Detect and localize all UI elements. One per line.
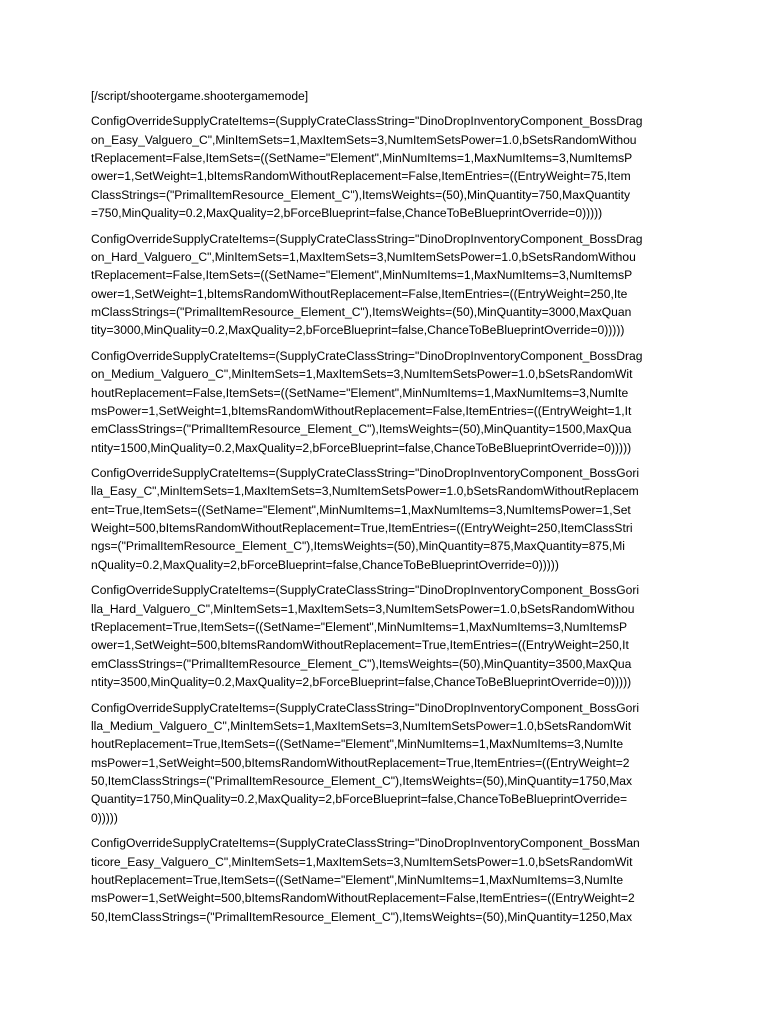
text-line: ower=1,SetWeight=1,bItemsRandomWithoutReplacement=False,ItemEntries=((EntryWeight=75,Item [91, 169, 631, 184]
config-paragraph [91, 834, 681, 926]
config-paragraph [91, 112, 681, 222]
text-line: ConfigOverrideSupplyCrateItems=(SupplyCrateClassString="DinoDropInventoryComponent_BossGori [91, 700, 640, 715]
config-paragraph [91, 464, 681, 574]
text-line: tReplacement=True,ItemSets=((SetName="Element",MinNumItems=1,MaxNumItems=3,NumItemsP [91, 620, 628, 635]
text-line: houtReplacement=True,ItemSets=((SetName="Element",MinNumItems=1,MaxNumItems=3,NumIte [91, 872, 624, 887]
text-line: ntity=3500,MinQuality=0.2,MaxQuality=2,bForceBlueprint=false,ChanceToBeBlueprintOverride=0))))) [91, 675, 632, 690]
text-line: ClassStrings=("PrimalItemResource_Element_C"),ItemsWeights=(50),MinQuantity=750,MaxQuantity [91, 187, 631, 202]
config-paragraph [91, 230, 681, 340]
text-line: houtReplacement=False,ItemSets=((SetName="Element",MinNumItems=1,MaxNumItems=3,NumIte [91, 385, 629, 400]
text-line: nQuality=0.2,MaxQuality=2,bForceBlueprint=false,ChanceToBeBlueprintOverride=0))))) [91, 557, 559, 572]
text-line: ConfigOverrideSupplyCrateItems=(SupplyCrateClassString="DinoDropInventoryComponent_BossGori [91, 466, 640, 481]
paragraph-list [91, 112, 681, 926]
text-line: ntity=1500,MinQuality=0.2,MaxQuality=2,bForceBlueprint=false,ChanceToBeBlueprintOverride=0))))) [91, 440, 632, 455]
text-line: houtReplacement=True,ItemSets=((SetName="Element",MinNumItems=1,MaxNumItems=3,NumIte [91, 737, 624, 752]
text-line: 0))))) [91, 810, 118, 825]
text-line: emClassStrings=("PrimalItemResource_Element_C"),ItemsWeights=(50),MinQuantity=3500,MaxQua [91, 656, 632, 671]
text-line: =750,MinQuality=0.2,MaxQuality=2,bForceBlueprint=false,ChanceToBeBlueprintOverride=0))))) [91, 206, 603, 221]
text-line: tReplacement=False,ItemSets=((SetName="Element",MinNumItems=1,MaxNumItems=3,NumItemsP [91, 151, 633, 166]
text-line: lla_Easy_C",MinItemSets=1,MaxItemSets=3,NumItemSetsPower=1.0,bSetsRandomWithoutReplacem [91, 484, 639, 499]
text-line: on_Easy_Valguero_C",MinItemSets=1,MaxItemSets=3,NumItemSetsPower=1.0,bSetsRandomWithou [91, 132, 637, 147]
text-line: msPower=1,SetWeight=1,bItemsRandomWithoutReplacement=False,ItemEntries=((EntryWeight=1,It [91, 403, 632, 418]
config-paragraph [91, 581, 681, 691]
text-line: lla_Medium_Valguero_C",MinItemSets=1,MaxItemSets=3,NumItemSetsPower=1.0,bSetsRandomWit [91, 718, 632, 733]
text-line: on_Medium_Valguero_C",MinItemSets=1,MaxItemSets=3,NumItemSetsPower=1.0,bSetsRandomWit [91, 367, 633, 382]
document-body [91, 87, 681, 933]
text-line: ConfigOverrideSupplyCrateItems=(SupplyCrateClassString="DinoDropInventoryComponent_BossDrag [91, 114, 643, 129]
text-line: ConfigOverrideSupplyCrateItems=(SupplyCrateClassString="DinoDropInventoryComponent_BossMan [91, 836, 640, 851]
text-line: ower=1,SetWeight=500,bItemsRandomWithoutReplacement=True,ItemEntries=((EntryWeight=250,It [91, 638, 629, 653]
text-line: ConfigOverrideSupplyCrateItems=(SupplyCrateClassString="DinoDropInventoryComponent_BossDrag [91, 231, 643, 246]
text-line: ConfigOverrideSupplyCrateItems=(SupplyCrateClassString="DinoDropInventoryComponent_BossGori [91, 583, 640, 598]
text-line: lla_Hard_Valguero_C",MinItemSets=1,MaxItemSets=3,NumItemSetsPower=1.0,bSetsRandomWithou [91, 601, 635, 616]
text-line: emClassStrings=("PrimalItemResource_Element_C"),ItemsWeights=(50),MinQuantity=1500,MaxQua [91, 422, 632, 437]
text-line: ConfigOverrideSupplyCrateItems=(SupplyCrateClassString="DinoDropInventoryComponent_BossDrag [91, 348, 643, 363]
text-line: tReplacement=False,ItemSets=((SetName="Element",MinNumItems=1,MaxNumItems=3,NumItemsP [91, 268, 633, 283]
text-line: ent=True,ItemSets=((SetName="Element",MinNumItems=1,MaxNumItems=3,NumItemsPower=1,Set [91, 502, 631, 517]
text-line: Quantity=1750,MinQuality=0.2,MaxQuality=2,bForceBlueprint=false,ChanceToBeBlueprintOverride= [91, 792, 628, 807]
text-line: ngs=("PrimalItemResource_Element_C"),ItemsWeights=(50),MinQuantity=875,MaxQuantity=875,Mi [91, 539, 625, 554]
config-paragraph [91, 699, 681, 827]
config-paragraph [91, 347, 681, 457]
text-line: ticore_Easy_Valguero_C",MinItemSets=1,MaxItemSets=3,NumItemSetsPower=1.0,bSetsRandomWit [91, 854, 633, 869]
section-heading: [/script/shootergame.shootergamemode] [91, 89, 309, 103]
text-line: ower=1,SetWeight=1,bItemsRandomWithoutReplacement=False,ItemEntries=((EntryWeight=250,Ite [91, 286, 628, 301]
text-line: 50,ItemClassStrings=("PrimalItemResource_Element_C"),ItemsWeights=(50),MinQuantity=1750,Max [91, 773, 633, 788]
text-line: msPower=1,SetWeight=500,bItemsRandomWithoutReplacement=False,ItemEntries=((EntryWeight=2 [91, 891, 635, 906]
text-line: 50,ItemClassStrings=("PrimalItemResource_Element_C"),ItemsWeights=(50),MinQuantity=1250,Max [91, 909, 633, 924]
text-line: Weight=500,bItemsRandomWithoutReplacement=True,ItemEntries=((EntryWeight=250,ItemClassStri [91, 521, 633, 536]
text-line: mClassStrings=("PrimalItemResource_Element_C"),ItemsWeights=(50),MinQuantity=3000,MaxQuan [91, 304, 632, 319]
text-line: msPower=1,SetWeight=500,bItemsRandomWithoutReplacement=True,ItemEntries=((EntryWeight=2 [91, 755, 630, 770]
text-line: on_Hard_Valguero_C",MinItemSets=1,MaxItemSets=3,NumItemSetsPower=1.0,bSetsRandomWithou [91, 249, 636, 264]
text-line: tity=3000,MinQuality=0.2,MaxQuality=2,bForceBlueprint=false,ChanceToBeBlueprintOverride=0))))) [91, 323, 625, 338]
